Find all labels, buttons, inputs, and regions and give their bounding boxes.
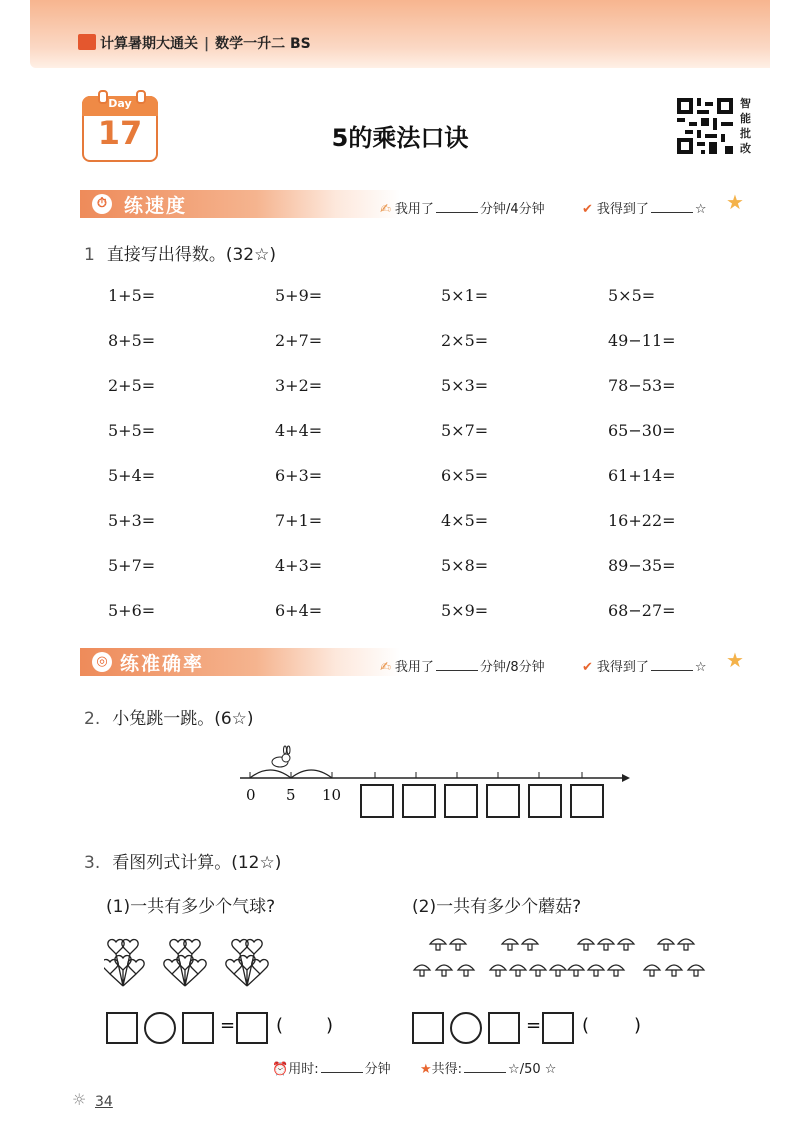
question-number: 3. [84, 853, 101, 873]
problem: 5×8= [441, 556, 489, 575]
section-speed-label: 练速度 [124, 195, 188, 217]
question-1 [84, 240, 276, 265]
problem: 5×3= [441, 376, 489, 395]
problem: 6+3= [275, 466, 323, 485]
mushroom-icon [458, 965, 474, 976]
problem: 49−11= [608, 331, 676, 350]
problem: 1+5= [108, 286, 156, 305]
problem: 5×7= [441, 421, 489, 440]
time-used-speed: ✍ 我用了 分钟/4分钟 [380, 202, 545, 217]
problem-column [441, 286, 488, 646]
page-number: 34 [95, 1094, 113, 1110]
qr-side-char: 改 [740, 142, 751, 155]
mushroom-icon [618, 939, 634, 950]
star-decoration-icon: ★ [726, 190, 744, 214]
paren-open: ( [582, 1015, 590, 1036]
problem: 5×5= [608, 286, 656, 305]
header-separator: | [204, 36, 210, 52]
tick-label: 5 [286, 786, 296, 804]
mushroom-icon [436, 965, 452, 976]
mushroom-icon [608, 965, 624, 976]
clock-icon: ⏰ [272, 1062, 289, 1077]
subquestion-balloons: (1)一共有多少个气球? [106, 897, 276, 917]
mushroom-icon [414, 965, 430, 976]
equation-box[interactable] [106, 1012, 138, 1044]
mushroom-icon [678, 939, 694, 950]
question-3 [84, 848, 281, 873]
qr-side-label [740, 96, 754, 156]
answer-box[interactable] [486, 784, 520, 818]
time-blank[interactable] [436, 202, 478, 213]
balloon-group-icon [226, 940, 268, 986]
problem: 61+14= [608, 466, 676, 485]
mushroom-icon [568, 965, 584, 976]
qr-side-char: 能 [740, 112, 751, 125]
subquestion-mushrooms: (2)一共有多少个蘑菇? [412, 897, 582, 917]
stopwatch-icon: ⏱ [92, 194, 112, 214]
time-blank[interactable] [321, 1062, 363, 1073]
paren-close: ) [326, 1015, 334, 1036]
answer-box[interactable] [570, 784, 604, 818]
problem: 2+5= [108, 376, 156, 395]
jump-arc [250, 770, 291, 778]
score-blank[interactable] [464, 1062, 506, 1073]
problem: 5+3= [108, 511, 156, 530]
problem: 89−35= [608, 556, 676, 575]
mushroom-icon [644, 965, 660, 976]
day-number: 17 [97, 114, 143, 152]
hand-icon: ✍ [380, 660, 391, 675]
question-number: 2. [84, 709, 101, 729]
total-time: ⏰用时: 分钟 [272, 1062, 391, 1077]
mushroom-icon [530, 965, 546, 976]
equation-box[interactable] [412, 1012, 444, 1044]
problem: 5+5= [108, 421, 156, 440]
problem: 16+22= [608, 511, 676, 530]
mushroom-row-2 [414, 965, 704, 976]
qr-side-char: 智 [740, 97, 751, 110]
problem: 6+4= [275, 601, 323, 620]
mushroom-icon [450, 939, 466, 950]
check-badge-icon: ✔ [582, 202, 593, 217]
result-box[interactable] [542, 1012, 574, 1044]
series-name: 计算暑期大通关 [100, 36, 198, 52]
qr-code-icon[interactable] [677, 98, 733, 154]
equation-box[interactable] [182, 1012, 214, 1044]
mushroom-icon [502, 939, 518, 950]
answer-box[interactable] [402, 784, 436, 818]
answer-box[interactable] [360, 784, 394, 818]
balloon-group-icon [104, 940, 144, 986]
total-score: ★共得: ☆/50 ☆ [420, 1062, 557, 1077]
rabbit-icon [272, 746, 290, 767]
problem: 5+9= [275, 286, 323, 305]
result-box[interactable] [236, 1012, 268, 1044]
score-speed: ✔ 我得到了 ☆ [582, 202, 707, 217]
problem: 5+4= [108, 466, 156, 485]
star-icon: ★ [420, 1062, 432, 1077]
operator-circle[interactable] [144, 1012, 176, 1044]
problem: 8+5= [108, 331, 156, 350]
time-blank[interactable] [436, 660, 478, 671]
problem: 78−53= [608, 376, 676, 395]
header-title [100, 33, 311, 53]
paren-open: ( [276, 1015, 284, 1036]
question-text: 直接写出得数。(32☆) [106, 245, 276, 265]
mushroom-icon [578, 939, 594, 950]
equals-sign: = [526, 1015, 542, 1036]
mushroom-icon [688, 965, 704, 976]
problem: 5×1= [441, 286, 489, 305]
problem: 65−30= [608, 421, 676, 440]
section-accuracy-label: 练准确率 [120, 653, 205, 675]
question-text: 小兔跳一跳。(6☆) [112, 709, 254, 729]
question-number: 1 [84, 245, 95, 265]
arrow-icon [622, 774, 630, 782]
problem: 68−27= [608, 601, 676, 620]
grade-label: 数学一升二 BS [215, 36, 311, 52]
tick-label: 0 [246, 786, 256, 804]
question-2 [84, 704, 254, 729]
mushroom-icon [510, 965, 526, 976]
number-line [236, 742, 630, 790]
operator-circle[interactable] [450, 1012, 482, 1044]
mushroom-icon [588, 965, 604, 976]
problem-column [275, 286, 322, 646]
page-title: 5的乘法口诀 [331, 124, 469, 152]
problem: 4+3= [275, 556, 323, 575]
score-blank[interactable] [651, 202, 693, 213]
book-icon [78, 34, 96, 50]
problem: 5+7= [108, 556, 156, 575]
answer-box[interactable] [528, 784, 562, 818]
problem: 5×9= [441, 601, 489, 620]
question-text: 看图列式计算。(12☆) [112, 853, 282, 873]
mushroom-icon [522, 939, 538, 950]
target-icon: ◎ [92, 652, 112, 672]
time-used-accuracy: ✍ 我用了 分钟/8分钟 [380, 660, 545, 675]
sun-decoration-icon: ☼ [72, 1090, 87, 1109]
problem: 3+2= [275, 376, 323, 395]
score-blank[interactable] [651, 660, 693, 671]
mushroom-icon [550, 965, 566, 976]
mushroom-groups [412, 934, 734, 990]
paren-close: ) [634, 1015, 642, 1036]
jump-arc [291, 770, 332, 778]
equals-sign: = [220, 1015, 236, 1036]
problem: 6×5= [441, 466, 489, 485]
problem: 4×5= [441, 511, 489, 530]
answer-box[interactable] [444, 784, 478, 818]
problem: 4+4= [275, 421, 323, 440]
check-badge-icon: ✔ [582, 660, 593, 675]
mushroom-icon [490, 965, 506, 976]
score-accuracy: ✔ 我得到了 ☆ [582, 660, 707, 675]
mushroom-icon [666, 965, 682, 976]
problem: 2×5= [441, 331, 489, 350]
mushroom-row-1 [430, 939, 694, 950]
mushroom-icon [658, 939, 674, 950]
problem: 5+6= [108, 601, 156, 620]
problem: 7+1= [275, 511, 323, 530]
hand-icon: ✍ [380, 202, 391, 217]
star-decoration-icon: ★ [726, 648, 744, 672]
mushroom-icon [430, 939, 446, 950]
balloon-groups [104, 934, 274, 990]
balloon-group-icon [164, 940, 206, 986]
day-label: Day [108, 97, 132, 110]
mushroom-icon [598, 939, 614, 950]
problem-column [108, 286, 155, 646]
tick-label: 10 [322, 786, 342, 804]
equation-box[interactable] [488, 1012, 520, 1044]
qr-side-char: 批 [740, 127, 751, 140]
problem: 2+7= [275, 331, 323, 350]
problem-column [608, 286, 676, 646]
